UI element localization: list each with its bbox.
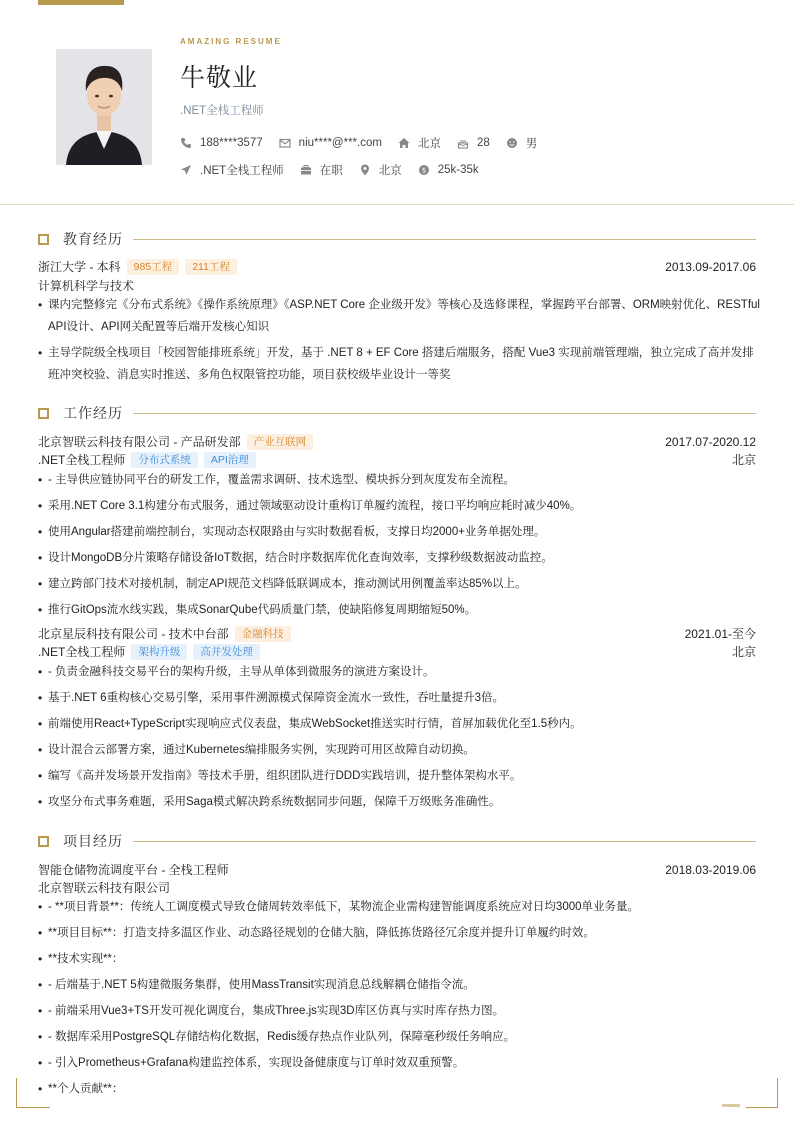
square-bullet-icon	[38, 408, 49, 419]
svg-text:$: $	[421, 166, 426, 175]
age-item	[457, 137, 490, 149]
job-status-item	[300, 162, 343, 178]
project-bullet: • - **项目背景**：传统人工调度模式导致仓储周转效率低下，某物流企业需构建智能调度系统应对日均3000单业务量。	[38, 896, 760, 918]
work-section-title: 工作经历	[63, 405, 123, 421]
send-icon	[180, 164, 192, 176]
salary-item	[418, 164, 479, 176]
work-bullet: • 使用Angular搭建前端控制台，实现动态权限路由与实时数据看板，支撑日均2000+业务单据处理。	[38, 521, 760, 543]
school-tag: 985工程	[127, 259, 180, 275]
project-bullet: • - 数据库采用PostgreSQL存储结构化数据，Redis缓存热点作业队列，保障毫秒级任务响应。	[38, 1026, 760, 1048]
education-section-header	[38, 230, 756, 248]
work-bullet: • 前端使用React+TypeScript实现响应式仪表盘，集成WebSocket推送实时行情，首屏加载优化至1.5秒内。	[38, 713, 760, 735]
work-date: 2021.01-至今	[684, 627, 756, 641]
mail-icon	[279, 137, 291, 149]
work-role-line	[38, 451, 756, 468]
company-name: 北京星辰科技有限公司 - 技术中台部	[38, 627, 229, 641]
home-city-text: 北京	[417, 138, 441, 150]
phone-icon	[180, 137, 192, 149]
top-accent-bar	[38, 0, 124, 5]
target-city-text: 北京	[378, 165, 402, 177]
job-intent-row	[180, 162, 495, 178]
work-bullet: • 采用.NET Core 3.1构建分布式服务，通过领域驱动设计重构订单履约流程，接口平均响应耗时减少40%。	[38, 495, 760, 517]
skill-tag: 高并发处理	[193, 644, 260, 660]
briefcase-icon	[300, 164, 312, 176]
role-name: .NET全栈工程师	[38, 645, 126, 659]
work-bullet: • 设计混合云部署方案，通过Kubernetes编排服务实例，实现跨可用区故障自动切换。	[38, 739, 760, 761]
square-bullet-icon	[38, 234, 49, 245]
email-text: niu****@***.com	[298, 137, 382, 149]
education-bullet: • 课内完整修完《分布式系统》《操作系统原理》《ASP.NET Core 企业级开发》等核心及选修课程，掌握跨平台部署、ORM映射优化、RESTful API设计、API网关配置等后端开发核心知识	[38, 294, 760, 338]
education-bullet: • 主导学院级全栈项目「校园智能排班系统」开发，基于 .NET 8 + EF Core 搭建后端服务，搭配 Vue3 实现前端管理端，独立完成了高并发排班冲突校验、消息实时推送、多角色权限管控功能，项目获校级毕业设计一等奖	[38, 342, 760, 386]
email-item	[279, 137, 382, 149]
age-text: 28	[476, 137, 490, 149]
job-status-text: 在职	[319, 165, 343, 177]
candidate-name: 牛敬业	[180, 64, 259, 92]
work-section-header	[38, 404, 756, 422]
project-name: 智能仓储物流调度平台 - 全栈工程师	[38, 863, 229, 877]
industry-tag: 金融科技	[235, 626, 291, 642]
project-company-line	[38, 879, 756, 896]
contact-row	[180, 135, 553, 151]
skill-tag: API治理	[204, 452, 256, 468]
major-name: 计算机科学与技术	[38, 279, 135, 293]
phone-item	[180, 137, 263, 149]
location-pin-icon	[359, 164, 371, 176]
section-rule	[133, 413, 756, 414]
header-divider	[0, 204, 794, 205]
target-position-text: .NET全栈工程师	[200, 165, 284, 177]
section-rule	[133, 239, 756, 240]
cake-icon	[457, 137, 469, 149]
section-rule	[133, 841, 756, 842]
home-city-item	[398, 135, 441, 151]
project-section-header	[38, 832, 756, 850]
role-name: .NET全栈工程师	[38, 453, 126, 467]
gender-text: 男	[525, 138, 538, 150]
company-name: 北京智联云科技有限公司 - 产品研发部	[38, 435, 241, 449]
project-bullet: • - 前端采用Vue3+TS开发可视化调度台，集成Three.js实现3D库区仿真与实时库存热力图。	[38, 1000, 760, 1022]
work-bullet: • 建立跨部门技术对接机制，制定API规范文档降低联调成本，推动测试用例覆盖率达85%以上。	[38, 573, 760, 595]
project-date: 2018.03-2019.06	[665, 862, 756, 877]
corner-decoration	[16, 1078, 50, 1108]
work-bullet: • 编写《高并发场景开发指南》等技术手册，组织团队进行DDD实践培训，提升整体架构水平。	[38, 765, 760, 787]
phone-text: 188****3577	[200, 137, 263, 149]
education-entry-header	[38, 258, 756, 275]
industry-tag: 产业互联网	[247, 434, 314, 450]
skill-tag: 分布式系统	[131, 452, 198, 468]
school-name: 浙江大学 - 本科	[38, 260, 121, 274]
education-major-line	[38, 277, 756, 294]
avatar	[56, 49, 152, 165]
work-date: 2017.07-2020.12	[665, 434, 756, 449]
work-bullet: • 攻坚分布式事务难题，采用Saga模式解决跨系统数据同步问题，保障千万级账务准确性。	[38, 791, 760, 813]
square-bullet-icon	[38, 836, 49, 847]
skill-tag: 架构升级	[131, 644, 187, 660]
gender-item	[506, 135, 538, 151]
project-bullet: • **技术实现**：	[38, 948, 760, 970]
project-bullet: • **项目目标**：打造支持多温区作业、动态路径规划的仓储大脑，降低拣货路径冗余度并提升订单履约时效。	[38, 922, 760, 944]
candidate-title: .NET全栈工程师	[180, 105, 264, 117]
school-tag: 211工程	[185, 259, 237, 275]
project-company: 北京智联云科技有限公司	[38, 881, 171, 895]
work-bullet: • 设计MongoDB分片策略存储设备IoT数据，结合时序数据库优化查询效率，支撑秒级数据波动监控。	[38, 547, 760, 569]
work-entry-header	[38, 433, 756, 450]
work-role-line	[38, 643, 756, 660]
work-bullet: • 基于.NET 6重构核心交易引擎，采用事件溯源模式保障资金流水一致性，吞吐量提升3倍。	[38, 687, 760, 709]
target-position-item	[180, 162, 284, 178]
home-icon	[398, 137, 410, 149]
project-bullet: • **个人贡献**：	[38, 1078, 760, 1100]
project-entry-header	[38, 861, 756, 878]
salary-icon	[418, 164, 430, 176]
page-marker	[722, 1104, 740, 1107]
work-city: 北京	[731, 645, 756, 659]
brand-label: AMAZING RESUME	[180, 37, 282, 46]
project-section-title: 项目经历	[63, 833, 123, 849]
target-city-item	[359, 162, 402, 178]
education-section-title: 教育经历	[63, 231, 123, 247]
education-date: 2013.09-2017.06	[665, 259, 756, 274]
project-bullet: • - 后端基于.NET 5构建微服务集群，使用MassTransit实现消息总线解耦仓储指令流。	[38, 974, 760, 996]
project-bullet: • - 引入Prometheus+Grafana构建监控体系，实现设备健康度与订单时效双重预警。	[38, 1052, 760, 1074]
work-entry-header	[38, 625, 756, 642]
corner-decoration	[746, 1078, 778, 1108]
profile-photo-icon	[56, 49, 152, 165]
gender-icon	[506, 137, 518, 149]
salary-text: 25k-35k	[437, 164, 479, 176]
work-bullet: • - 主导供应链协同平台的研发工作，覆盖需求调研、技术选型、模块拆分到灰度发布全流程。	[38, 469, 760, 491]
work-bullet: • - 负责金融科技交易平台的架构升级，主导从单体到微服务的演进方案设计。	[38, 661, 760, 683]
work-bullet: • 推行GitOps流水线实践，集成SonarQube代码质量门禁，使缺陷修复周期缩短50%。	[38, 599, 760, 621]
work-city: 北京	[731, 453, 756, 467]
